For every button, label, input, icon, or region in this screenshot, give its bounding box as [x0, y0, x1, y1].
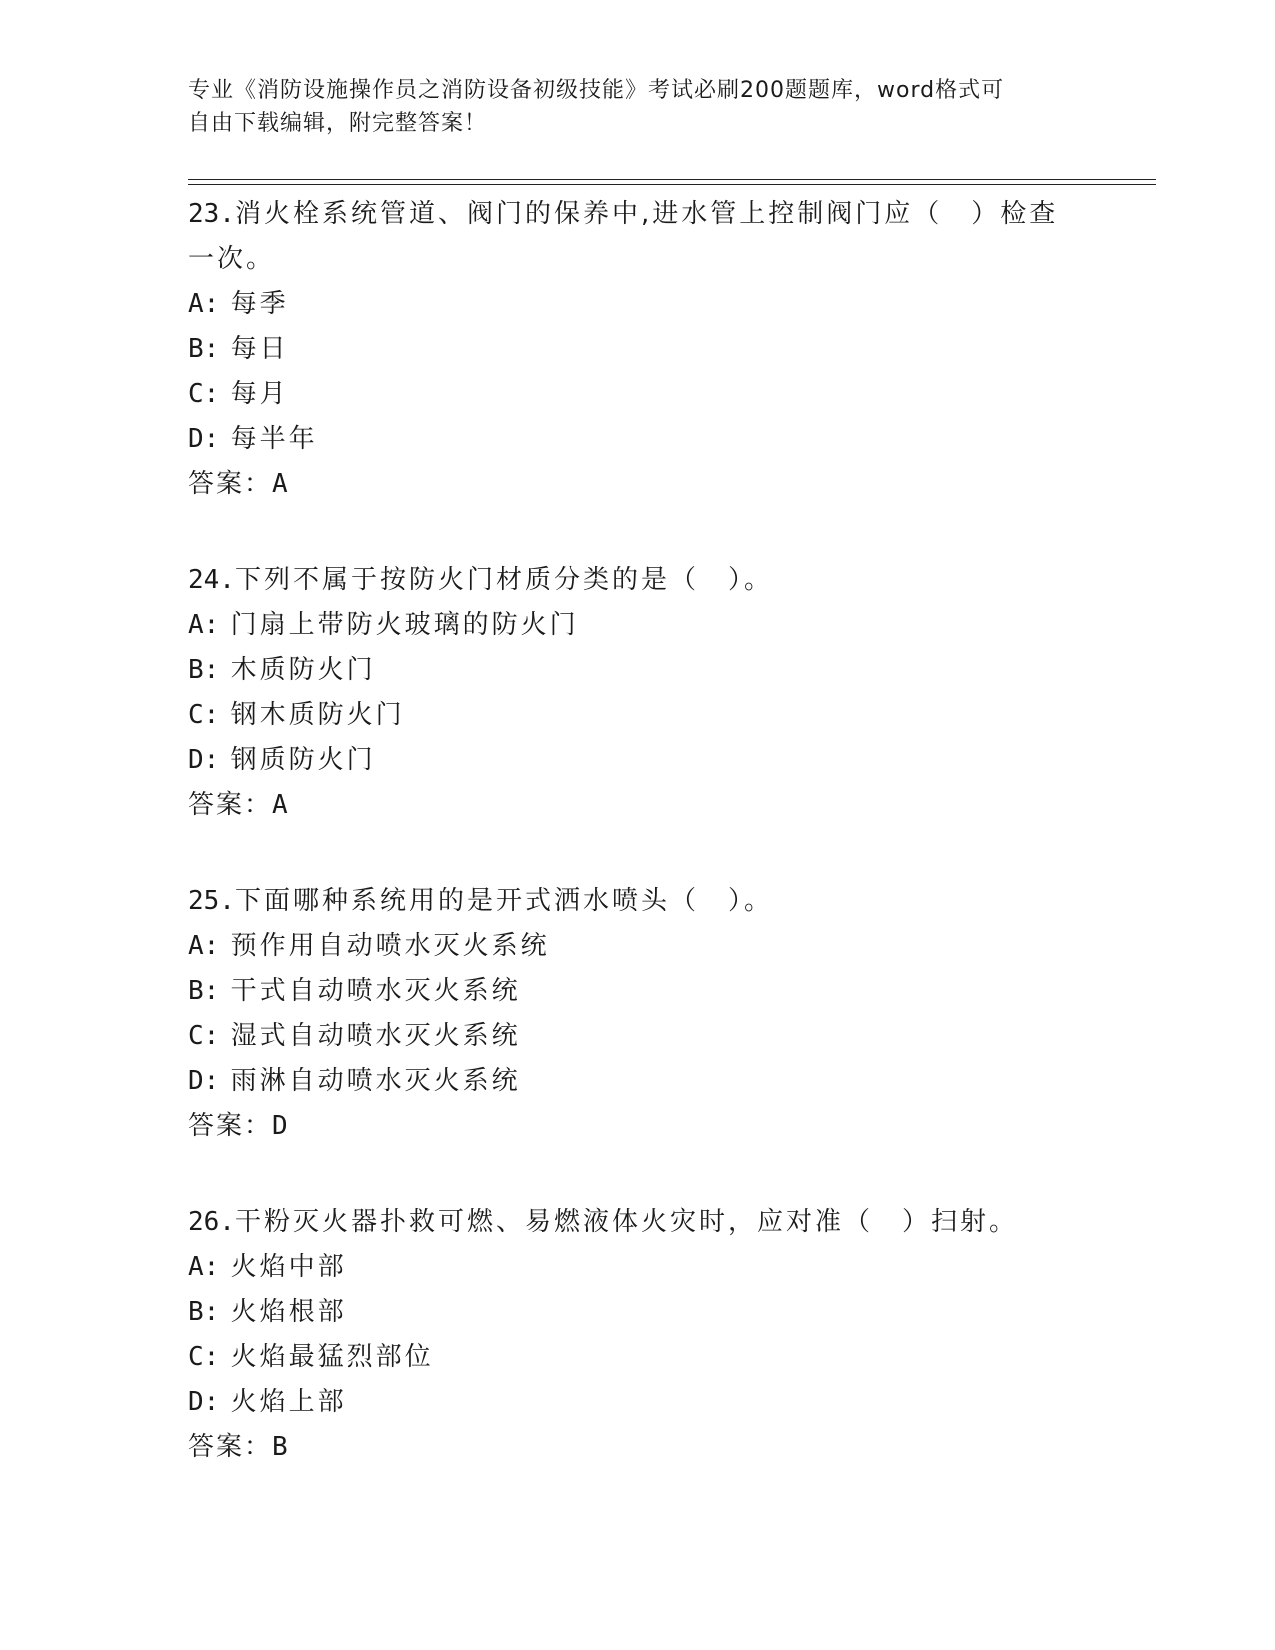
question-number: 25. — [188, 886, 235, 916]
question-text: 消火栓系统管道、阀门的保养中,进水管上控制阀门应（ ）检查 — [234, 199, 1059, 229]
answer-value: A — [272, 469, 288, 499]
header-line-1: 专业《消防设施操作员之消防设备初级技能》考试必刷200题题库，word格式可 — [188, 78, 1005, 103]
option-text: 钢质防火门 — [230, 745, 376, 775]
option-key: A: — [188, 1252, 220, 1282]
option-text: 钢木质防火门 — [230, 700, 405, 730]
question-23 — [188, 192, 1088, 507]
option-text: 火焰中部 — [230, 1252, 347, 1282]
option-text: 每季 — [230, 289, 289, 319]
option-b — [188, 1290, 1088, 1335]
answer-value: D — [272, 1111, 288, 1141]
option-key: A: — [188, 289, 220, 319]
option-d — [188, 417, 1088, 462]
option-key: B: — [188, 334, 220, 364]
header-divider-top — [188, 179, 1156, 180]
option-d — [188, 1380, 1088, 1425]
option-key: A: — [188, 931, 220, 961]
option-b — [188, 648, 1088, 693]
question-24 — [188, 558, 1088, 828]
question-stem-line-2: 一次。 — [188, 244, 276, 274]
option-text: 每半年 — [230, 424, 318, 454]
option-text: 预作用自动喷水灭火系统 — [230, 931, 550, 961]
question-text: 干粉灭火器扑救可燃、易燃液体火灾时，应对准（ ）扫射。 — [234, 1207, 1018, 1237]
option-text: 火焰最猛烈部位 — [230, 1342, 434, 1372]
question-number: 23. — [188, 199, 235, 229]
option-text: 木质防火门 — [230, 655, 376, 685]
question-26 — [188, 1200, 1088, 1470]
option-c — [188, 1335, 1088, 1380]
question-stem — [188, 879, 1088, 924]
document-header — [188, 74, 1088, 140]
question-stem-line-1 — [188, 1200, 1088, 1245]
answer-value: B — [272, 1432, 288, 1462]
option-key: B: — [188, 976, 220, 1006]
option-key: C: — [188, 1021, 220, 1051]
option-key: C: — [188, 379, 220, 409]
question-stem-line-1 — [188, 558, 1088, 603]
option-text: 雨淋自动喷水灭火系统 — [230, 1066, 521, 1096]
option-b — [188, 969, 1088, 1014]
option-c — [188, 693, 1088, 738]
option-a — [188, 1245, 1088, 1290]
option-d — [188, 1059, 1088, 1104]
answer-line — [188, 1425, 1088, 1470]
option-a — [188, 603, 1088, 648]
question-text: 下面哪种系统用的是开式洒水喷头（ ）。 — [234, 886, 773, 916]
option-text: 火焰上部 — [230, 1387, 347, 1417]
option-c — [188, 1014, 1088, 1059]
question-stem-line-1 — [188, 879, 1088, 924]
option-d — [188, 738, 1088, 783]
question-stem-line-1 — [188, 192, 1088, 237]
answer-label: 答案： — [188, 790, 273, 820]
option-key: B: — [188, 1297, 220, 1327]
header-line-2: 自由下载编辑，附完整答案！ — [188, 111, 488, 136]
question-stem — [188, 1200, 1088, 1245]
question-25 — [188, 879, 1088, 1149]
answer-line — [188, 462, 1088, 507]
answer-line — [188, 783, 1088, 828]
option-text: 干式自动喷水灭火系统 — [230, 976, 521, 1006]
option-key: D: — [188, 745, 220, 775]
option-text: 湿式自动喷水灭火系统 — [230, 1021, 521, 1051]
option-key: D: — [188, 424, 220, 454]
option-b — [188, 327, 1088, 372]
question-stem — [188, 558, 1088, 603]
option-text: 火焰根部 — [230, 1297, 347, 1327]
option-text: 门扇上带防火玻璃的防火门 — [230, 610, 579, 640]
question-number: 26. — [188, 1207, 235, 1237]
option-a — [188, 282, 1088, 327]
question-text: 下列不属于按防火门材质分类的是（ ）。 — [234, 565, 773, 595]
header-divider-bottom — [188, 184, 1156, 185]
option-text: 每日 — [230, 334, 289, 364]
option-text: 每月 — [230, 379, 289, 409]
question-stem — [188, 192, 1088, 282]
question-number: 24. — [188, 565, 235, 595]
option-key: D: — [188, 1066, 220, 1096]
option-key: B: — [188, 655, 220, 685]
answer-label: 答案： — [188, 1111, 273, 1141]
answer-line — [188, 1104, 1088, 1149]
option-c — [188, 372, 1088, 417]
question-list — [188, 192, 1088, 1521]
answer-value: A — [272, 790, 288, 820]
option-key: A: — [188, 610, 220, 640]
option-key: C: — [188, 1342, 220, 1372]
option-key: C: — [188, 700, 220, 730]
option-key: D: — [188, 1387, 220, 1417]
answer-label: 答案： — [188, 1432, 273, 1462]
answer-label: 答案： — [188, 469, 273, 499]
option-a — [188, 924, 1088, 969]
